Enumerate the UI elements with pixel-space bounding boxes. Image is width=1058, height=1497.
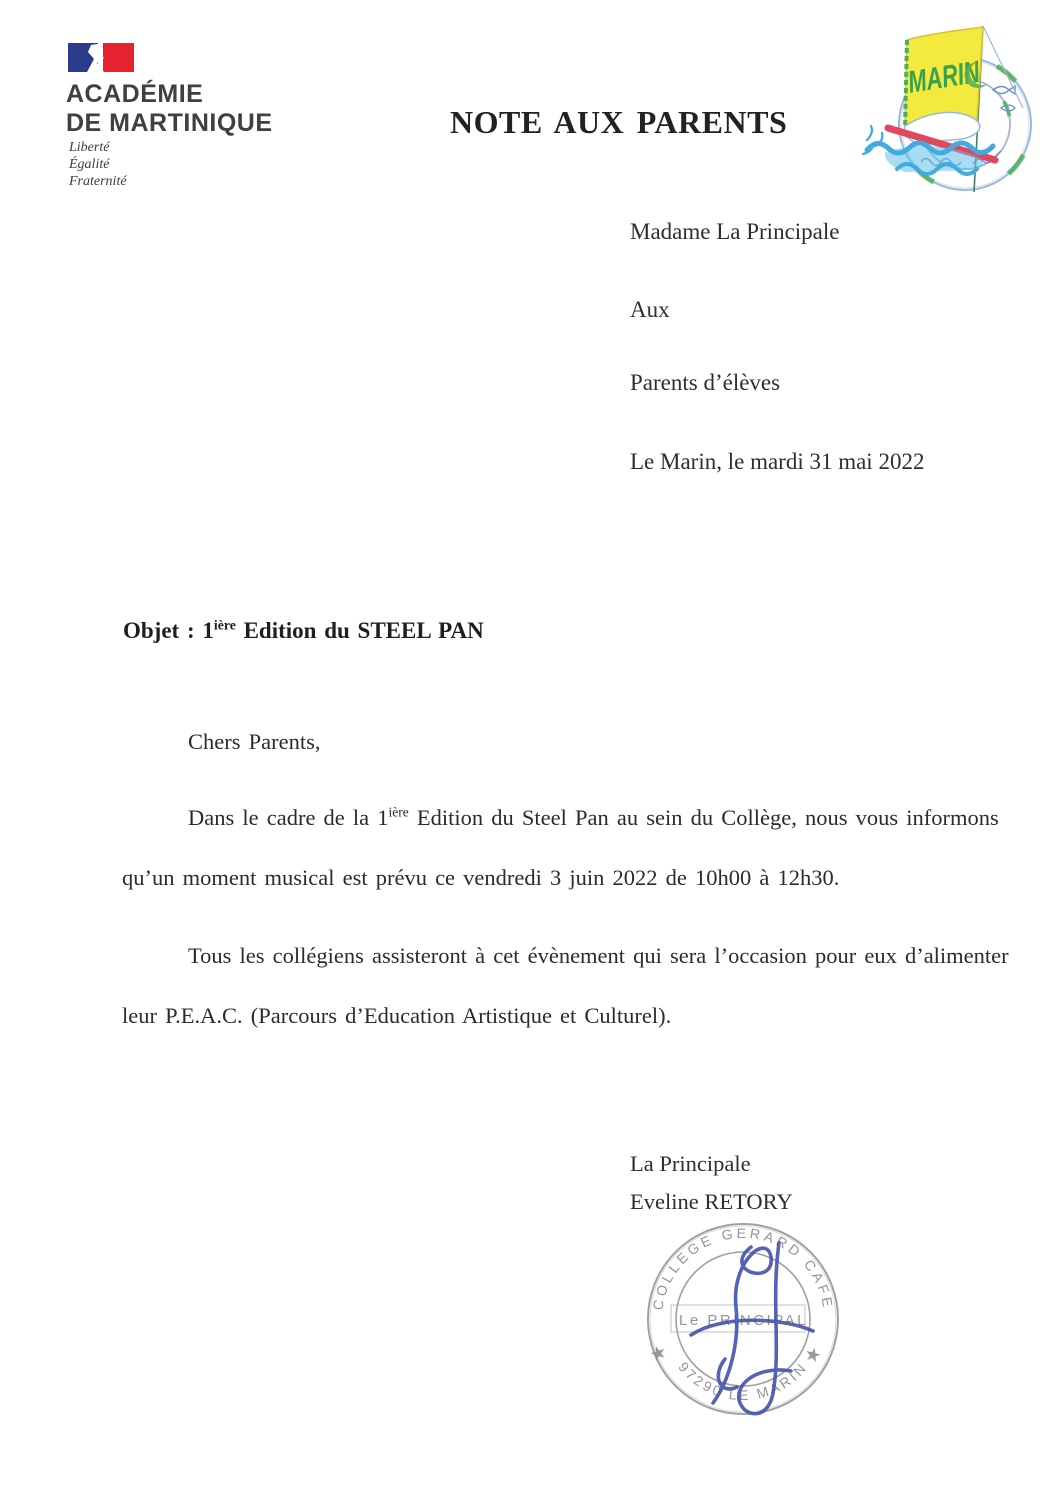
motto-liberte: Liberté: [69, 140, 110, 155]
recipient-line-2: Aux: [630, 297, 670, 322]
paragraph1-line2: qu’un moment musical est prévu ce vendredi 3 juin 2022 de 10h00 à 12h30.: [122, 865, 840, 890]
stamp-star-left-icon: ★: [647, 1341, 670, 1367]
republic-motto: [69, 139, 127, 190]
french-republic-flag-icon: [68, 43, 134, 72]
document-title: NOTE AUX PARENTS: [450, 104, 788, 140]
paragraph2-line2: leur P.E.A.C. (Parcours d’Education Artistique et Culturel).: [122, 1003, 672, 1028]
stamp-center-text: Le PRINCIPAL: [679, 1312, 808, 1329]
paragraph1-prefix: Dans le cadre de la 1: [188, 805, 389, 830]
subject-ordinal-sup: ière: [213, 617, 236, 633]
signature-role: La Principale: [630, 1151, 751, 1176]
subject-line: [123, 618, 484, 644]
paragraph1-line1: [188, 805, 999, 831]
school-stamp: [633, 1209, 853, 1444]
academy-name-line1: ACADÉMIE: [66, 80, 204, 108]
signature-name: Eveline RETORY: [630, 1189, 793, 1214]
subject-prefix: Objet : 1: [123, 618, 214, 643]
motto-egalite: Égalité: [69, 157, 110, 172]
paragraph1-suffix: Edition du Steel Pan au sein du Collège, nous vous informons: [408, 805, 999, 830]
paragraph1-ordinal-sup: ière: [388, 804, 409, 820]
school-sailboat-logo-icon: [855, 12, 1040, 204]
stamp-arc-top-text: COLLEGE GERARD CAFE: [649, 1224, 837, 1312]
paragraph2-line1: Tous les collégiens assisteront à cet évènement qui sera l’occasion pour eux d’alimenter: [188, 943, 1009, 968]
recipient-line-3: Parents d’élèves: [630, 370, 781, 395]
salutation: Chers Parents,: [188, 729, 321, 754]
motto-fraternite: Fraternité: [69, 174, 127, 189]
academy-name-line2: DE MARTINIQUE: [66, 109, 273, 137]
school-logo-sail-text: MARIN: [905, 49, 1012, 100]
academy-name: [66, 80, 273, 138]
stamp-arc-bottom-text: 97290 LE MARIN: [675, 1358, 811, 1404]
subject-suffix: Edition du STEEL PAN: [235, 618, 484, 643]
date-line: Le Marin, le mardi 31 mai 2022: [630, 449, 925, 474]
recipient-line-1: Madame La Principale: [630, 219, 840, 244]
stamp-star-right-icon: ★: [802, 1343, 824, 1368]
